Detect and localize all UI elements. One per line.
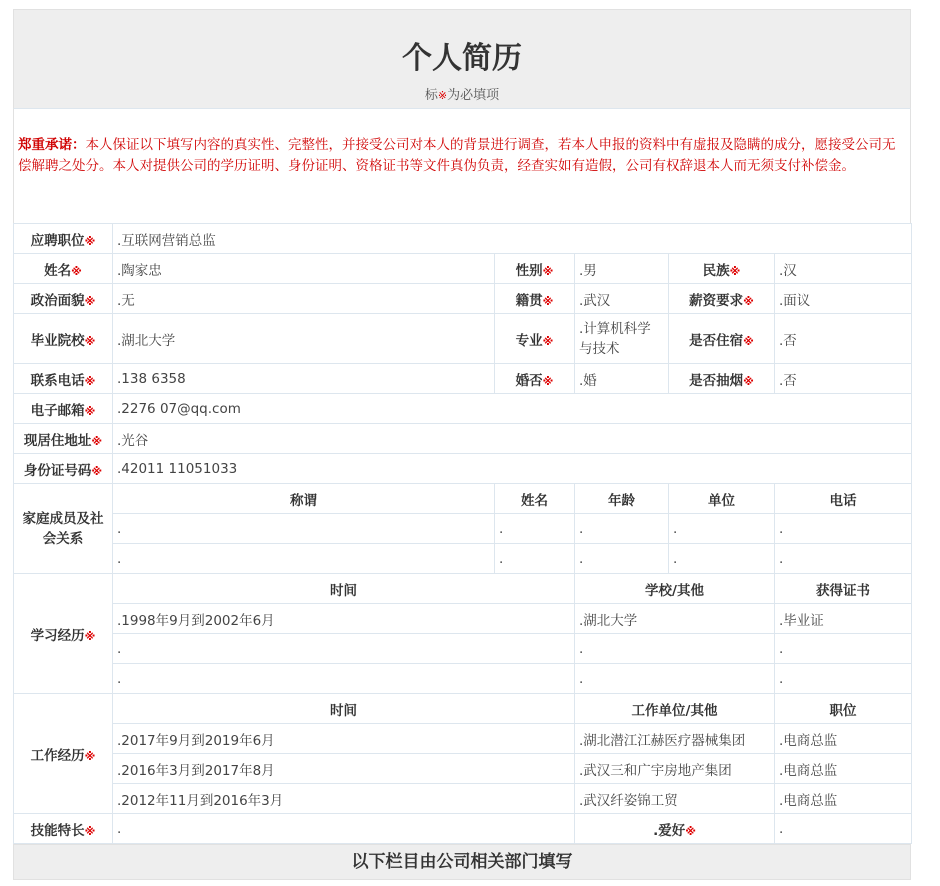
- promise-label: 郑重承诺：: [18, 137, 86, 153]
- name-field[interactable]: .陶家忠: [113, 254, 495, 284]
- smoke-label: 是否抽烟※: [669, 364, 775, 394]
- row-email: [14, 394, 912, 424]
- school-field[interactable]: .湖北大学: [113, 314, 495, 364]
- study-cell[interactable]: .: [575, 634, 775, 664]
- row-skills: [14, 814, 912, 844]
- name-label: 姓名※: [14, 254, 113, 284]
- resume-table: [13, 223, 912, 844]
- work-cell[interactable]: .电商总监: [775, 784, 912, 814]
- family-cell[interactable]: .: [495, 544, 575, 574]
- work-row: [14, 724, 912, 754]
- ethnic-label: 民族※: [669, 254, 775, 284]
- position-field[interactable]: .互联网营销总监: [113, 224, 912, 254]
- family-col-name: 姓名: [495, 484, 575, 514]
- ethnic-field[interactable]: .汉: [775, 254, 912, 284]
- family-cell[interactable]: .: [113, 514, 495, 544]
- row-idcard: [14, 454, 912, 484]
- salary-label: 薪资要求※: [669, 284, 775, 314]
- skills-label: 技能特长※: [14, 814, 113, 844]
- major-field[interactable]: .计算机科学与技术: [575, 314, 669, 364]
- native-label: 籍贯※: [495, 284, 575, 314]
- work-cell[interactable]: .电商总监: [775, 754, 912, 784]
- family-cell[interactable]: .: [775, 514, 912, 544]
- school-label: 毕业院校※: [14, 314, 113, 364]
- study-row: [14, 604, 912, 634]
- work-cell[interactable]: .武汉三和广宇房地产集团: [575, 754, 775, 784]
- phone-field[interactable]: .138 6358: [113, 364, 495, 394]
- family-col-phone: 电话: [775, 484, 912, 514]
- work-cell[interactable]: .湖北潜江江赫医疗器械集团: [575, 724, 775, 754]
- study-cell[interactable]: .: [113, 664, 575, 694]
- family-label: 家庭成员及社会关系: [14, 484, 113, 574]
- study-header-row: [14, 574, 912, 604]
- email-field[interactable]: .2276 07@qq.com: [113, 394, 912, 424]
- study-cell[interactable]: .: [575, 664, 775, 694]
- row-name: [14, 254, 912, 284]
- family-col-age: 年龄: [575, 484, 669, 514]
- major-label: 专业※: [495, 314, 575, 364]
- row-politics: [14, 284, 912, 314]
- family-cell[interactable]: .: [669, 544, 775, 574]
- gender-label: 性别※: [495, 254, 575, 284]
- work-cell[interactable]: .2016年3月到2017年8月: [113, 754, 575, 784]
- required-note: [14, 84, 910, 103]
- politics-field[interactable]: .无: [113, 284, 495, 314]
- study-col-time: 时间: [113, 574, 575, 604]
- resume-header: [13, 9, 911, 108]
- work-col-title: 职位: [775, 694, 912, 724]
- required-note-post: 为必填项: [447, 88, 500, 103]
- page-title: 个人简历: [402, 41, 522, 76]
- work-label: 工作经历※: [14, 694, 113, 814]
- work-cell[interactable]: .2012年11月到2016年3月: [113, 784, 575, 814]
- marriage-label: 婚否※: [495, 364, 575, 394]
- study-cell[interactable]: .毕业证: [775, 604, 912, 634]
- hobby-label: .爱好※: [575, 814, 775, 844]
- work-cell[interactable]: .电商总监: [775, 724, 912, 754]
- work-col-company: 工作单位/其他: [575, 694, 775, 724]
- phone-label: 联系电话※: [14, 364, 113, 394]
- study-row: [14, 634, 912, 664]
- study-row: [14, 664, 912, 694]
- study-col-school: 学校/其他: [575, 574, 775, 604]
- family-row: [14, 514, 912, 544]
- study-cell[interactable]: .: [775, 634, 912, 664]
- family-col-title: 称谓: [113, 484, 495, 514]
- work-row: [14, 754, 912, 784]
- politics-label: 政治面貌※: [14, 284, 113, 314]
- work-cell[interactable]: .2017年9月到2019年6月: [113, 724, 575, 754]
- family-cell[interactable]: .: [495, 514, 575, 544]
- address-field[interactable]: .光谷: [113, 424, 912, 454]
- family-cell[interactable]: .: [113, 544, 495, 574]
- idcard-field[interactable]: .42011 11051033: [113, 454, 912, 484]
- work-col-time: 时间: [113, 694, 575, 724]
- work-cell[interactable]: .武汉纤姿锦工贸: [575, 784, 775, 814]
- skills-field[interactable]: .: [113, 814, 575, 844]
- study-col-cert: 获得证书: [775, 574, 912, 604]
- required-note-pre: 标: [424, 88, 438, 103]
- dorm-label: 是否住宿※: [669, 314, 775, 364]
- row-address: [14, 424, 912, 454]
- row-phone: [14, 364, 912, 394]
- family-col-unit: 单位: [669, 484, 775, 514]
- family-row: [14, 544, 912, 574]
- row-position: [14, 224, 912, 254]
- work-row: [14, 784, 912, 814]
- family-cell[interactable]: .: [575, 544, 669, 574]
- marriage-field[interactable]: .婚: [575, 364, 669, 394]
- required-star: ※: [437, 89, 448, 102]
- position-label: 应聘职位※: [14, 224, 113, 254]
- family-header-row: [14, 484, 912, 514]
- study-cell[interactable]: .1998年9月到2002年6月: [113, 604, 575, 634]
- family-cell[interactable]: .: [575, 514, 669, 544]
- gender-field[interactable]: .男: [575, 254, 669, 284]
- address-label: 现居住地址※: [14, 424, 113, 454]
- dorm-field[interactable]: .否: [775, 314, 912, 364]
- section-footer: 以下栏目由公司相关部门填写: [13, 844, 911, 880]
- native-field[interactable]: .武汉: [575, 284, 669, 314]
- hobby-field[interactable]: .: [775, 814, 912, 844]
- study-label: 学习经历※: [14, 574, 113, 694]
- idcard-label: 身份证号码※: [14, 454, 113, 484]
- smoke-field[interactable]: .否: [775, 364, 912, 394]
- salary-field[interactable]: .面议: [775, 284, 912, 314]
- promise-text: 本人保证以下填写内容的真实性、完整性，并接受公司对本人的背景进行调查，若本人申报的资料中有虚报及隐瞒的成分，愿接受公司无偿解聘之处分。本人对提供公司的学历证明、身份证明、资格证书等文件真伪负责，经查实如有造假，公司有权辞退本人而无须支付补偿金。: [18, 137, 896, 174]
- email-label: 电子邮箱※: [14, 394, 113, 424]
- family-cell[interactable]: .: [669, 514, 775, 544]
- resume-form: [13, 9, 911, 880]
- family-cell[interactable]: .: [775, 544, 912, 574]
- work-header-row: [14, 694, 912, 724]
- study-cell[interactable]: .湖北大学: [575, 604, 775, 634]
- study-cell[interactable]: .: [775, 664, 912, 694]
- promise-statement: [13, 108, 911, 223]
- row-school: [14, 314, 912, 364]
- study-cell[interactable]: .: [113, 634, 575, 664]
